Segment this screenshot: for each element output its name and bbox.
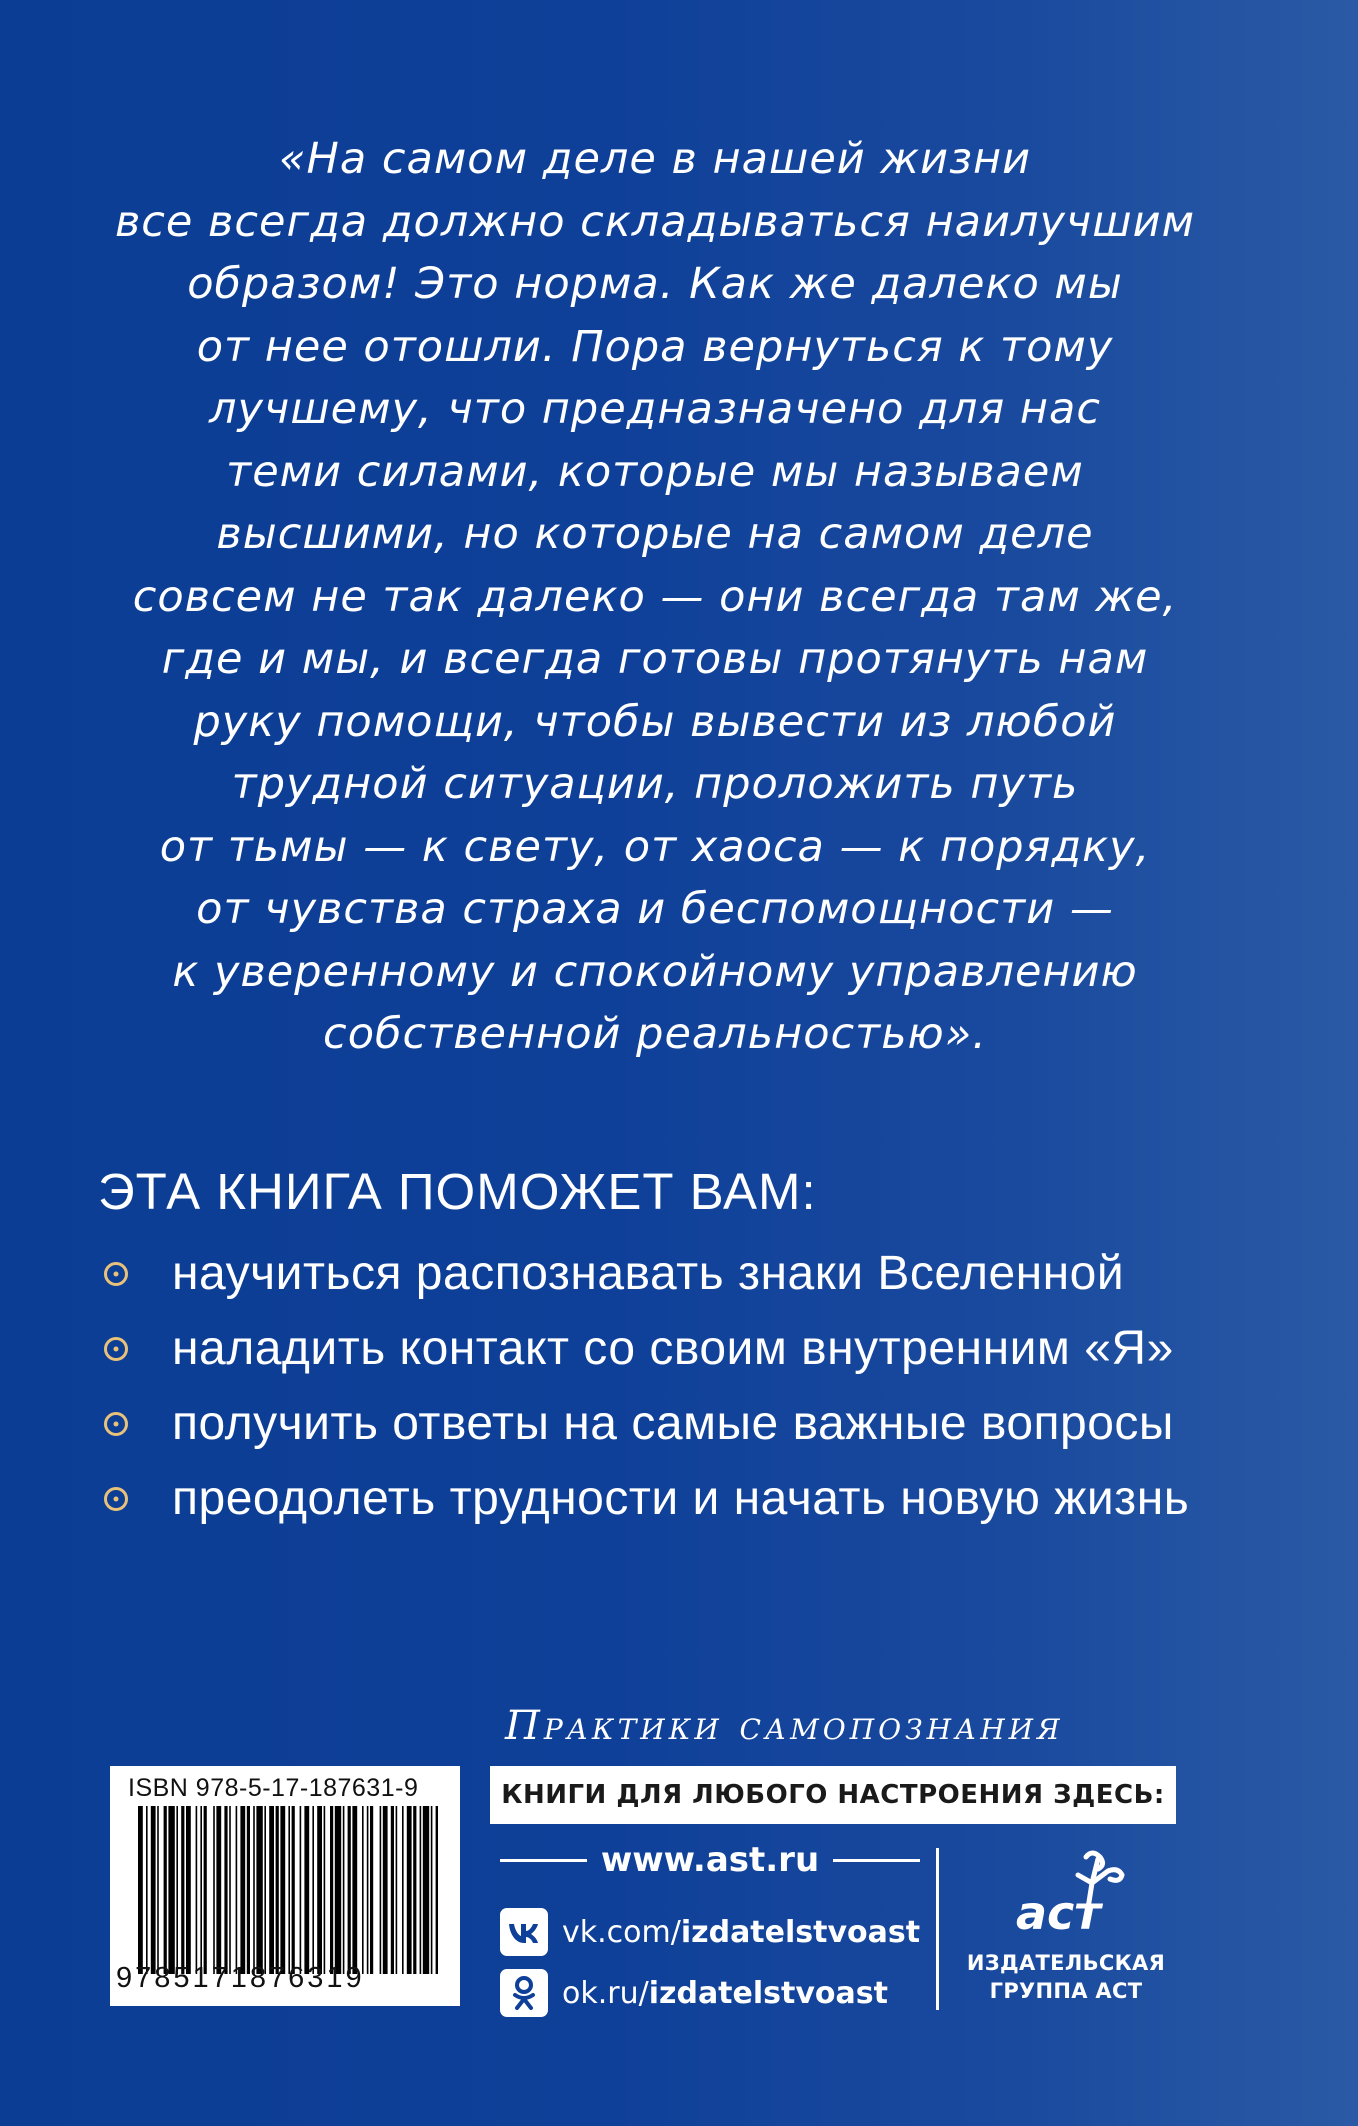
ok-handle: izdatelstvoast <box>648 1975 888 2011</box>
barcode-bar <box>224 1806 227 1974</box>
vk-prefix: vk.com/ <box>562 1914 681 1950</box>
website-row <box>500 1840 920 1880</box>
quote-line: где и мы, и всегда готовы протянуть нам <box>161 634 1149 684</box>
barcode-bar <box>138 1806 143 1974</box>
barcode-bar <box>256 1806 262 1974</box>
barcode-bar <box>196 1806 198 1974</box>
barcode-bar <box>335 1806 341 1974</box>
barcode-bar <box>204 1806 207 1974</box>
barcode-bar <box>253 1806 255 1974</box>
barcode-bar <box>436 1806 438 1974</box>
barcode-bar <box>186 1806 191 1974</box>
quote-line: трудной ситуации, проложить путь <box>231 759 1079 809</box>
barcode-bar <box>391 1806 394 1974</box>
barcode-bar <box>367 1806 369 1974</box>
quote-line: к уверенному и спокойному управлению <box>172 946 1138 997</box>
barcode-bar <box>168 1806 174 1974</box>
isbn-label: ISBN 978-5-17-187631-9 <box>128 1774 419 1802</box>
circle-bullet-icon <box>104 1412 128 1436</box>
barcode-bar <box>312 1806 314 1974</box>
barcode-bar <box>396 1806 398 1974</box>
barcode-bar <box>240 1806 245 1974</box>
back-cover-quote <box>90 128 1220 1066</box>
barcode-digits: 9785171876319 <box>116 1962 365 1994</box>
barcode-bar <box>216 1806 221 1974</box>
quote-line: образом! Это норма. Как же далеко мы <box>187 259 1123 309</box>
barcode-bar <box>247 1806 250 1974</box>
benefits-list <box>98 1236 1189 1536</box>
barcode-bar <box>236 1806 238 1974</box>
isbn-barcode-block <box>110 1766 460 2006</box>
quote-line: руку помощи, чтобы вывести из любой <box>193 696 1117 747</box>
barcode-bar <box>157 1806 159 1974</box>
quote-line: от тьмы — к свету, от хаоса — к порядку, <box>159 821 1151 872</box>
circle-bullet-icon <box>104 1487 128 1511</box>
circle-bullet-icon <box>104 1262 128 1286</box>
benefit-text: научиться распознавать знаки Вселенной <box>172 1247 1125 1300</box>
barcode-bar <box>292 1806 295 1974</box>
barcode-bar <box>269 1806 274 1974</box>
vertical-divider <box>936 1848 939 2010</box>
publisher-name-line: ГРУППА АСТ <box>989 1979 1143 2003</box>
benefit-text: наладить контакт со своим внутренним «Я» <box>172 1322 1174 1375</box>
barcode-bar <box>317 1806 322 1974</box>
barcode-bar <box>362 1806 364 1974</box>
barcode-bar <box>146 1806 148 1974</box>
benefit-item <box>98 1461 1189 1536</box>
barcode-bar <box>213 1806 215 1974</box>
barcode-bar <box>423 1806 429 1974</box>
benefits-heading: ЭТА КНИГА ПОМОЖЕТ ВАМ: <box>98 1163 817 1220</box>
quote-line: все всегда должно складываться наилучшим <box>114 196 1196 247</box>
quote-line: высшими, но которые на самом деле <box>216 509 1094 559</box>
vk-icon <box>500 1908 548 1956</box>
barcode-bar <box>229 1806 231 1974</box>
barcode-bar <box>348 1806 351 1974</box>
barcode-bar <box>431 1806 433 1974</box>
barcode-bar <box>343 1806 345 1974</box>
quote-line: «На самом деле в нашей жизни <box>278 134 1032 184</box>
odnoklassniki-icon <box>500 1969 548 2017</box>
ok-link[interactable] <box>500 1969 888 2017</box>
barcode-bar <box>151 1806 156 1974</box>
barcode-bar <box>181 1806 184 1974</box>
barcode-bar <box>164 1806 167 1974</box>
quote-line: совсем не так далеко — они всегда там же, <box>132 571 1178 622</box>
barcode-bar <box>352 1806 357 1974</box>
quote-line: собственной реальностью». <box>323 1009 987 1059</box>
divider-line <box>500 1859 587 1862</box>
barcode-bar <box>300 1806 302 1974</box>
barcode-bar <box>383 1806 388 1974</box>
barcode-bar <box>200 1806 202 1974</box>
quote-line: теми силами, которые мы называем <box>226 446 1084 497</box>
vk-handle: izdatelstvoast <box>680 1914 921 1950</box>
benefit-text: преодолеть трудности и начать новую жизнь <box>172 1472 1190 1525</box>
benefit-item <box>98 1236 1189 1311</box>
circle-bullet-icon <box>104 1337 128 1361</box>
barcode-bar <box>264 1806 266 1974</box>
quote-line: от чувства страха и беспомощности — <box>196 884 1114 934</box>
website-link[interactable]: www.ast.ru <box>600 1840 820 1880</box>
barcode-bar <box>420 1806 422 1974</box>
benefit-item <box>98 1386 1189 1461</box>
benefit-item <box>98 1311 1189 1386</box>
publisher-name-line: ИЗДАТЕЛЬСКАЯ <box>966 1951 1166 1975</box>
barcode-bar <box>402 1806 404 1974</box>
barcode-bar <box>276 1806 279 1974</box>
ok-prefix: ok.ru/ <box>562 1975 649 2011</box>
barcode-bar <box>324 1806 326 1974</box>
barcode-bar <box>380 1806 382 1974</box>
barcode-bar <box>288 1806 290 1974</box>
barcode-bar <box>304 1806 309 1974</box>
publisher-logo-block <box>966 1845 1166 2005</box>
barcode-bar <box>413 1806 416 1974</box>
barcode-bar <box>176 1806 178 1974</box>
ast-logo-text: аст <box>1016 1886 1101 1940</box>
barcode-icon <box>138 1806 438 1974</box>
series-title: Практики самопознания <box>505 1703 1064 1749</box>
barcode-bar <box>370 1806 373 1974</box>
quote-line: лучшему, что предназначено для нас <box>209 384 1101 434</box>
benefit-text: получить ответы на самые важные вопросы <box>172 1397 1174 1450</box>
books-banner: КНИГИ ДЛЯ ЛЮБОГО НАСТРОЕНИЯ ЗДЕСЬ: <box>490 1766 1176 1824</box>
vk-link[interactable] <box>500 1908 920 1956</box>
divider-line <box>833 1859 920 1862</box>
ast-logo-icon <box>986 1845 1146 1945</box>
barcode-bar <box>330 1806 333 1974</box>
barcode-bar <box>407 1806 412 1974</box>
quote-line: от нее отошли. Пора вернуться к тому <box>196 321 1114 372</box>
barcode-bar <box>280 1806 285 1974</box>
